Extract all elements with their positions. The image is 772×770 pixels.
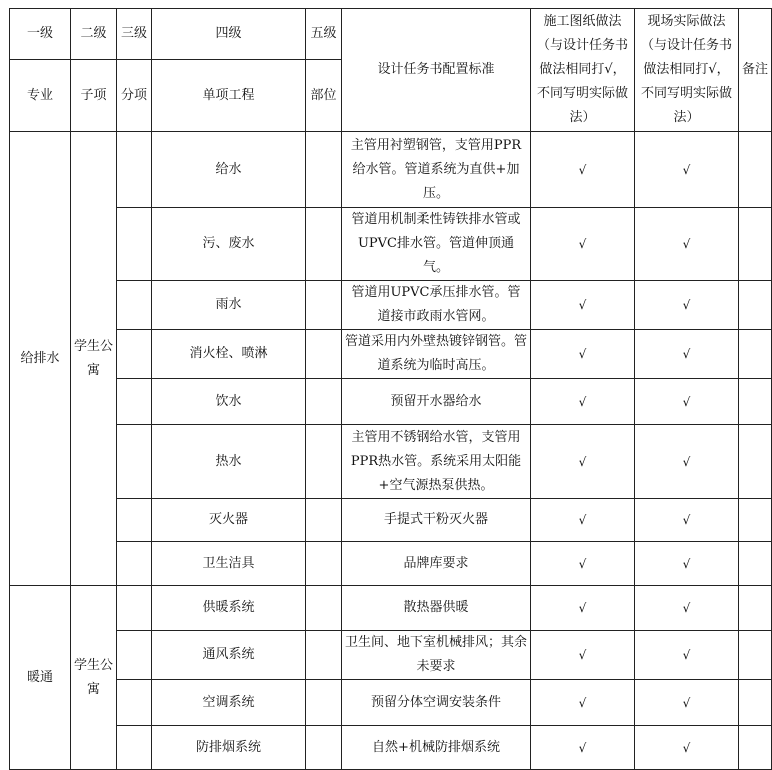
division-cell xyxy=(117,499,152,542)
table-row xyxy=(10,542,772,586)
item-cell: 空调系统 xyxy=(152,680,306,726)
item-cell: 卫生洁具 xyxy=(152,542,306,586)
drawing-check-cell: √ xyxy=(531,680,635,726)
header-single-project: 单项工程 xyxy=(152,60,306,132)
part-cell xyxy=(306,425,342,499)
subitem-cell: 学生公寓 xyxy=(71,132,117,586)
header-level2: 二级 xyxy=(71,9,117,60)
standard-cell: 管道采用内外壁热镀锌钢管。管道系统为临时高压。 xyxy=(342,330,531,379)
part-cell xyxy=(306,499,342,542)
part-cell xyxy=(306,330,342,379)
standard-cell: 主管用不锈钢给水管，支管用PPR热水管。系统采用太阳能+空气源热泵供热。 xyxy=(342,425,531,499)
division-cell xyxy=(117,680,152,726)
site-check-cell: √ xyxy=(635,631,739,680)
table-row xyxy=(10,132,772,208)
drawing-check-cell: √ xyxy=(531,330,635,379)
part-cell xyxy=(306,680,342,726)
remark-cell xyxy=(739,631,772,680)
standard-cell: 品牌库要求 xyxy=(342,542,531,586)
division-cell xyxy=(117,208,152,281)
item-cell: 通风系统 xyxy=(152,631,306,680)
item-cell: 消火栓、喷淋 xyxy=(152,330,306,379)
site-check-cell: √ xyxy=(635,499,739,542)
remark-cell xyxy=(739,499,772,542)
remark-cell xyxy=(739,330,772,379)
standard-cell: 主管用衬塑钢管，支管用PPR给水管。管道系统为直供+加压。 xyxy=(342,132,531,208)
header-drawing: 施工图纸做法（与设计任务书做法相同打√，不同写明实际做法） xyxy=(531,9,635,132)
remark-cell xyxy=(739,680,772,726)
site-check-cell: √ xyxy=(635,330,739,379)
item-cell: 污、废水 xyxy=(152,208,306,281)
header-major: 专业 xyxy=(10,60,71,132)
standard-cell: 管道用UPVC承压排水管。管道接市政雨水管网。 xyxy=(342,281,531,330)
table-row xyxy=(10,586,772,631)
part-cell xyxy=(306,132,342,208)
header-subitem: 子项 xyxy=(71,60,117,132)
part-cell xyxy=(306,379,342,425)
table-row xyxy=(10,680,772,726)
drawing-check-cell: √ xyxy=(531,281,635,330)
division-cell xyxy=(117,379,152,425)
design-standard-table xyxy=(9,8,772,770)
standard-cell: 自然+机械防排烟系统 xyxy=(342,726,531,770)
header-part: 部位 xyxy=(306,60,342,132)
table-row xyxy=(10,425,772,499)
standard-cell: 管道用机制柔性铸铁排水管或UPVC排水管。管道伸顶通气。 xyxy=(342,208,531,281)
table-row xyxy=(10,631,772,680)
remark-cell xyxy=(739,425,772,499)
major-cell: 给排水 xyxy=(10,132,71,586)
standard-cell: 卫生间、地下室机械排风；其余未要求 xyxy=(342,631,531,680)
standard-cell: 预留开水器给水 xyxy=(342,379,531,425)
remark-cell xyxy=(739,281,772,330)
header-site: 现场实际做法（与设计任务书做法相同打√，不同写明实际做法） xyxy=(635,9,739,132)
drawing-check-cell: √ xyxy=(531,726,635,770)
table-row xyxy=(10,499,772,542)
drawing-check-cell: √ xyxy=(531,542,635,586)
item-cell: 雨水 xyxy=(152,281,306,330)
drawing-check-cell: √ xyxy=(531,586,635,631)
table-row xyxy=(10,281,772,330)
table-row xyxy=(10,208,772,281)
remark-cell xyxy=(739,379,772,425)
part-cell xyxy=(306,281,342,330)
division-cell xyxy=(117,330,152,379)
division-cell xyxy=(117,425,152,499)
site-check-cell: √ xyxy=(635,425,739,499)
remark-cell xyxy=(739,542,772,586)
item-cell: 热水 xyxy=(152,425,306,499)
part-cell xyxy=(306,542,342,586)
remark-cell xyxy=(739,726,772,770)
header-division: 分项 xyxy=(117,60,152,132)
division-cell xyxy=(117,132,152,208)
header-row-1 xyxy=(10,9,772,60)
standard-cell: 预留分体空调安装条件 xyxy=(342,680,531,726)
part-cell xyxy=(306,208,342,281)
division-cell xyxy=(117,726,152,770)
header-level5: 五级 xyxy=(306,9,342,60)
header-standard: 设计任务书配置标准 xyxy=(342,9,531,132)
part-cell xyxy=(306,631,342,680)
major-cell: 暖通 xyxy=(10,586,71,770)
drawing-check-cell: √ xyxy=(531,132,635,208)
item-cell: 给水 xyxy=(152,132,306,208)
header-level3: 三级 xyxy=(117,9,152,60)
table-row xyxy=(10,726,772,770)
division-cell xyxy=(117,586,152,631)
site-check-cell: √ xyxy=(635,726,739,770)
header-remark: 备注 xyxy=(739,9,772,132)
site-check-cell: √ xyxy=(635,586,739,631)
site-check-cell: √ xyxy=(635,132,739,208)
table-row xyxy=(10,379,772,425)
division-cell xyxy=(117,631,152,680)
site-check-cell: √ xyxy=(635,542,739,586)
drawing-check-cell: √ xyxy=(531,379,635,425)
division-cell xyxy=(117,542,152,586)
remark-cell xyxy=(739,208,772,281)
item-cell: 供暖系统 xyxy=(152,586,306,631)
table-row xyxy=(10,330,772,379)
site-check-cell: √ xyxy=(635,680,739,726)
standard-cell: 散热器供暖 xyxy=(342,586,531,631)
remark-cell xyxy=(739,132,772,208)
item-cell: 防排烟系统 xyxy=(152,726,306,770)
site-check-cell: √ xyxy=(635,379,739,425)
item-cell: 饮水 xyxy=(152,379,306,425)
site-check-cell: √ xyxy=(635,208,739,281)
part-cell xyxy=(306,726,342,770)
header-level1: 一级 xyxy=(10,9,71,60)
header-level4: 四级 xyxy=(152,9,306,60)
drawing-check-cell: √ xyxy=(531,425,635,499)
part-cell xyxy=(306,586,342,631)
standard-cell: 手提式干粉灭火器 xyxy=(342,499,531,542)
drawing-check-cell: √ xyxy=(531,631,635,680)
drawing-check-cell: √ xyxy=(531,208,635,281)
drawing-check-cell: √ xyxy=(531,499,635,542)
subitem-cell: 学生公寓 xyxy=(71,586,117,770)
remark-cell xyxy=(739,586,772,631)
item-cell: 灭火器 xyxy=(152,499,306,542)
division-cell xyxy=(117,281,152,330)
site-check-cell: √ xyxy=(635,281,739,330)
